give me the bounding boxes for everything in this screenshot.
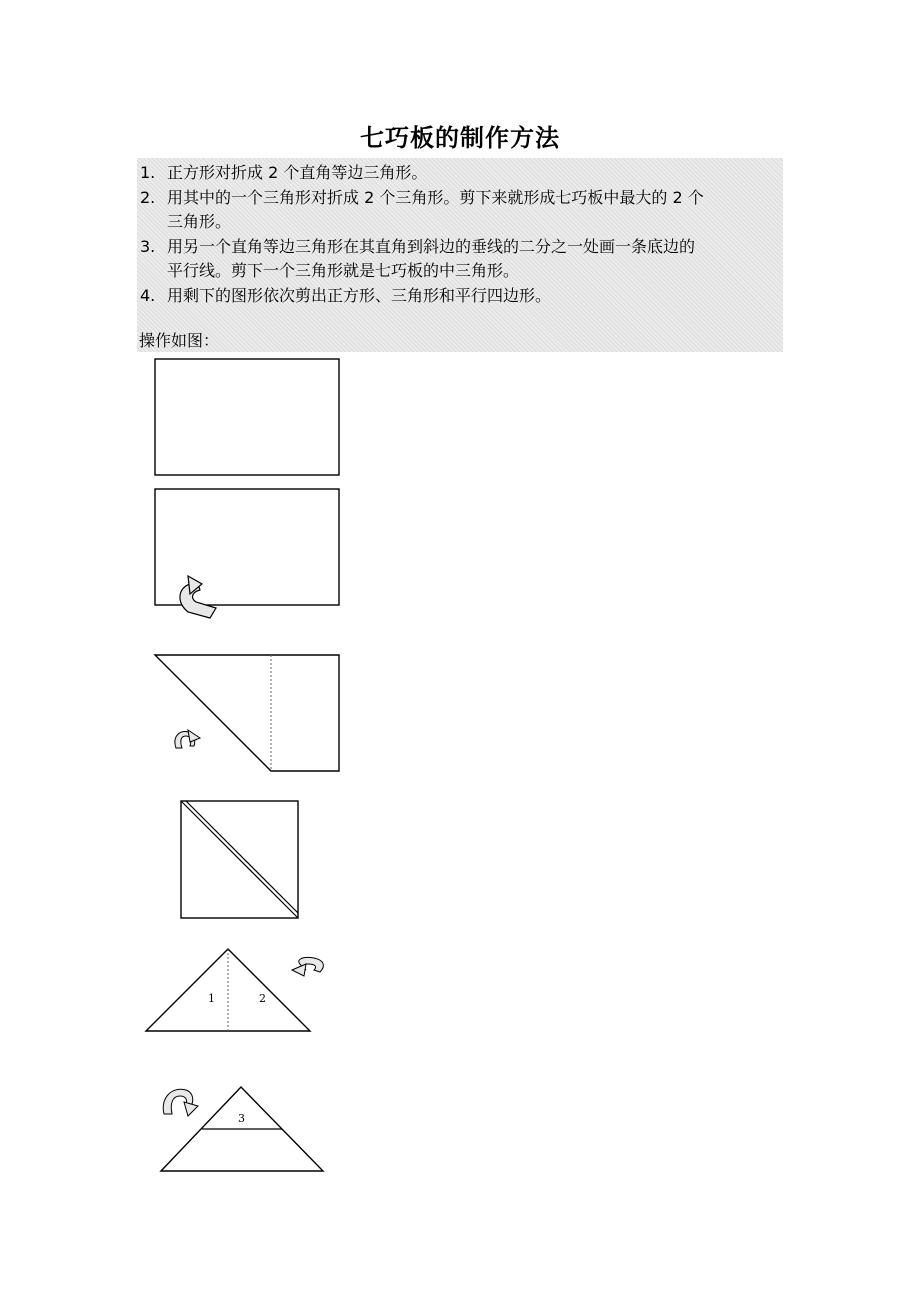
page-title: 七巧板的制作方法 bbox=[360, 124, 560, 152]
step-text: 用剩下的图形依次剪出正方形、三角形和平行四边形。 bbox=[167, 286, 552, 305]
step-number: 2. bbox=[140, 188, 156, 207]
curved-arrow-icon bbox=[175, 730, 200, 748]
instructions-box bbox=[137, 158, 783, 352]
step-number: 1. bbox=[140, 163, 156, 182]
step-text: 三角形。 bbox=[167, 212, 232, 231]
figure-square bbox=[150, 354, 346, 480]
figure-diagonal-fold bbox=[150, 650, 346, 776]
curved-arrow-icon bbox=[292, 957, 323, 976]
piece-label-2: 2 bbox=[259, 992, 266, 1005]
step-text: 平行线。剪下一个三角形就是七巧板的中三角形。 bbox=[167, 261, 520, 280]
curved-arrow-icon bbox=[163, 1089, 198, 1116]
step-text: 用另一个直角等边三角形在其直角到斜边的垂线的二分之一处画一条底边的 bbox=[167, 237, 696, 256]
piece-label-1: 1 bbox=[208, 992, 215, 1005]
step-text: 正方形对折成 2 个直角等边三角形。 bbox=[167, 163, 428, 182]
figure-fold-start bbox=[150, 484, 350, 624]
paper-square bbox=[155, 489, 339, 605]
step-number: 3. bbox=[140, 237, 156, 256]
figure-square-diagonal bbox=[176, 796, 306, 924]
paper-square bbox=[155, 359, 339, 475]
figure-triangle-cut bbox=[158, 1078, 330, 1176]
step-text: 用其中的一个三角形对折成 2 个三角形。剪下来就形成七巧板中最大的 2 个 bbox=[167, 188, 704, 207]
step-number: 4. bbox=[140, 286, 156, 305]
folded-paper bbox=[155, 655, 339, 771]
figure-triangle-halves bbox=[142, 944, 332, 1036]
piece-label-3: 3 bbox=[238, 1112, 245, 1125]
figure-caption: 操作如图： bbox=[139, 331, 220, 350]
